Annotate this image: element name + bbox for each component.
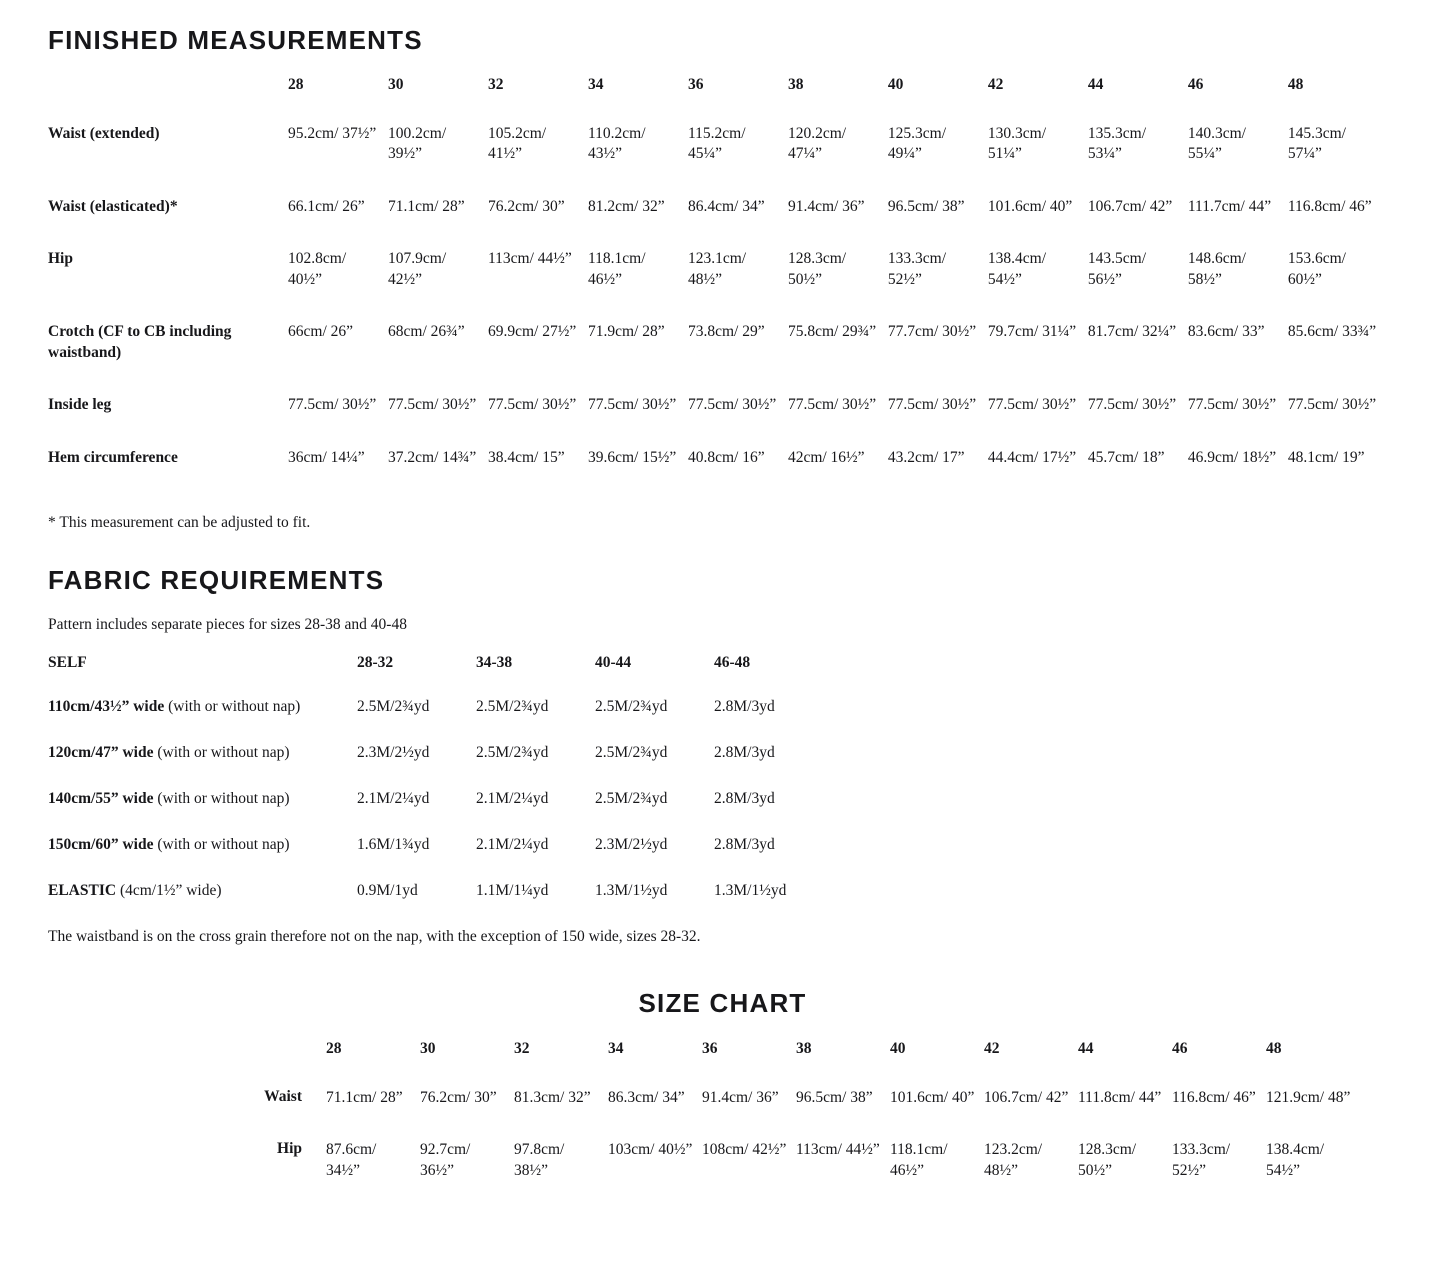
cell: 2.5M/2¾yd: [595, 744, 668, 761]
cell: 106.7cm/ 42”: [1087, 197, 1173, 215]
table-row: [48, 197, 1388, 249]
column-header-size: 42: [984, 1040, 1000, 1057]
cell: 128.3cm/ 50½”: [1078, 1141, 1137, 1179]
cell: 68cm/ 26¾”: [388, 323, 465, 341]
row-label: Hip: [48, 250, 73, 268]
cell: 97.8cm/ 38½”: [514, 1141, 565, 1179]
cell: 1.3M/1½yd: [595, 882, 668, 899]
fabric-intro-text: Pattern includes separate pieces for sizes 28-38 and 40-48: [48, 616, 407, 633]
column-header-size-range: 40-44: [595, 654, 632, 671]
column-header-self: SELF: [48, 654, 87, 671]
cell: 2.5M/2¾yd: [595, 790, 668, 807]
cell: 95.2cm/ 37½”: [288, 125, 377, 142]
row-label-rest: (with or without nap): [153, 836, 290, 853]
cell: 2.8M/3yd: [714, 836, 775, 853]
cell: 0.9M/1yd: [357, 882, 418, 899]
cell: 2.3M/2½yd: [357, 744, 430, 761]
row-label-rest: (with or without nap): [153, 790, 290, 807]
size-chart-table: [215, 1040, 1360, 1213]
row-label: [48, 790, 357, 836]
cell: 77.5cm/ 30½”: [587, 396, 677, 414]
size-chart-heading: SIZE CHART: [638, 988, 807, 1018]
cell: 128.3cm/ 50½”: [787, 250, 847, 288]
row-label: [48, 882, 357, 928]
cell: 2.8M/3yd: [714, 698, 775, 715]
cell: 96.5cm/ 38”: [796, 1089, 873, 1106]
table-header-row: [48, 654, 833, 698]
cell: 148.6cm/ 58½”: [1187, 250, 1246, 288]
cell: 138.4cm/ 54½”: [1266, 1141, 1325, 1179]
cell: 85.6cm/ 33¾”: [1287, 323, 1377, 341]
cell: 153.6cm/ 60½”: [1287, 250, 1346, 288]
column-header-size: 40: [887, 76, 904, 93]
row-label: Waist (extended): [48, 125, 160, 142]
cell: 2.5M/2¾yd: [357, 698, 430, 715]
column-header-size: 44: [1087, 76, 1104, 93]
cell: 77.5cm/ 30½”: [488, 396, 577, 414]
column-header-size: 30: [420, 1040, 436, 1057]
table-row: [215, 1088, 1360, 1140]
cell: 71.9cm/ 28”: [587, 323, 665, 341]
column-header-size: 46: [1187, 76, 1204, 93]
cell: 87.6cm/ 34½”: [326, 1141, 377, 1179]
cell: 1.1M/1¼yd: [476, 882, 549, 899]
cell: 36cm/ 14¼”: [288, 448, 365, 466]
cell: 103cm/ 40½”: [608, 1141, 693, 1159]
cell: 76.2cm/ 30”: [420, 1089, 497, 1106]
cell: 116.8cm/ 46”: [1172, 1089, 1256, 1106]
cell: 123.2cm/ 48½”: [984, 1141, 1043, 1179]
table-row: [215, 1140, 1360, 1213]
cell: 133.3cm/ 52½”: [887, 250, 947, 288]
cell: 100.2cm/ 39½”: [388, 125, 447, 163]
column-header-size: 40: [890, 1040, 906, 1057]
column-header-size: 46: [1172, 1040, 1188, 1057]
row-label-bold: 110cm/43½” wide: [48, 698, 165, 715]
column-header-size: 44: [1078, 1040, 1094, 1057]
row-label-bold: 150cm/60” wide: [48, 836, 154, 853]
cell: 143.5cm/ 56½”: [1087, 250, 1147, 288]
row-label: Hip: [277, 1140, 302, 1158]
row-label: [48, 836, 357, 882]
cell: 75.8cm/ 29¾”: [787, 323, 877, 341]
cell: 102.8cm/ 40½”: [288, 250, 347, 288]
row-label-header: [48, 76, 288, 124]
cell: 145.3cm/ 57¼”: [1287, 125, 1346, 163]
cell: 77.5cm/ 30½”: [1287, 396, 1377, 414]
cell: 77.5cm/ 30½”: [388, 396, 477, 414]
cell: 113cm/ 44½”: [488, 250, 572, 268]
table-row: [48, 249, 1388, 322]
cell: 118.1cm/ 46½”: [587, 250, 646, 288]
cell: 66cm/ 26”: [288, 323, 354, 341]
column-header-size: 32: [488, 76, 504, 93]
cell: 121.9cm/ 48”: [1266, 1089, 1351, 1106]
cell: 44.4cm/ 17½”: [987, 448, 1077, 466]
row-label-bold: 120cm/47” wide: [48, 744, 154, 761]
cell: 2.1M/2¼yd: [476, 836, 549, 853]
cell: 37.2cm/ 14¾”: [388, 448, 477, 466]
table-row: [48, 836, 833, 882]
row-label: Hem circumference: [48, 448, 178, 466]
cell: 116.8cm/ 46”: [1287, 197, 1372, 215]
table-row: [48, 882, 833, 928]
row-label: Inside leg: [48, 396, 112, 414]
column-header-size: 28: [288, 76, 304, 93]
row-label-bold: 140cm/55” wide: [48, 790, 154, 807]
cell: 43.2cm/ 17”: [887, 448, 965, 466]
measurement-footnote: * This measurement can be adjusted to fit.: [48, 514, 311, 531]
cell: 83.6cm/ 33”: [1187, 323, 1265, 341]
cell: 2.3M/2½yd: [595, 836, 668, 853]
cell: 107.9cm/ 42½”: [388, 250, 447, 288]
cell: 138.4cm/ 54½”: [987, 250, 1047, 288]
cell: 71.1cm/ 28”: [388, 197, 465, 215]
cell: 39.6cm/ 15½”: [587, 448, 677, 466]
row-label-rest: (with or without nap): [153, 744, 290, 761]
fabric-requirements-table: [48, 654, 833, 928]
row-label: Crotch (CF to CB including waistband): [48, 323, 232, 361]
column-header-size: 28: [326, 1040, 342, 1057]
fabric-requirements-heading: FABRIC REQUIREMENTS: [48, 565, 385, 595]
cell: 69.9cm/ 27½”: [488, 323, 577, 341]
table-row: [48, 124, 1388, 197]
finished-measurements-heading: FINISHED MEASUREMENTS: [48, 25, 423, 55]
cell: 38.4cm/ 15”: [488, 448, 565, 466]
column-header-size: 48: [1287, 76, 1304, 93]
cell: 92.7cm/ 36½”: [420, 1141, 471, 1179]
column-header-size: 34: [587, 76, 604, 93]
cell: 115.2cm/ 45¼”: [687, 125, 746, 163]
column-header-size: 38: [787, 76, 804, 93]
cell: 77.5cm/ 30½”: [687, 396, 777, 414]
cell: 76.2cm/ 30”: [488, 197, 565, 215]
cell: 2.1M/2¼yd: [476, 790, 549, 807]
cell: 1.3M/1½yd: [714, 882, 787, 899]
row-label: [48, 744, 357, 790]
cell: 81.2cm/ 32”: [587, 197, 665, 215]
row-label-header: [215, 1040, 326, 1088]
cell: 40.8cm/ 16”: [687, 448, 765, 466]
cell: 1.6M/1¾yd: [357, 836, 430, 853]
cell: 81.7cm/ 32¼”: [1087, 323, 1177, 341]
cell: 106.7cm/ 42”: [984, 1089, 1069, 1106]
cell: 2.5M/2¾yd: [476, 744, 549, 761]
column-header-size: 42: [987, 76, 1004, 93]
column-header-size: 38: [796, 1040, 812, 1057]
row-label-rest: (with or without nap): [164, 698, 301, 715]
cell: 113cm/ 44½”: [796, 1141, 880, 1159]
cell: 108cm/ 42½”: [702, 1141, 787, 1159]
table-row: [48, 790, 833, 836]
column-header-size-range: 28-32: [357, 654, 394, 671]
cell: 96.5cm/ 38”: [887, 197, 965, 215]
cell: 2.1M/2¼yd: [357, 790, 430, 807]
table-row: [48, 448, 1388, 500]
column-header-size-range: 46-48: [714, 654, 751, 671]
cell: 91.4cm/ 36”: [702, 1089, 779, 1106]
cell: 2.5M/2¾yd: [595, 698, 668, 715]
cell: 110.2cm/ 43½”: [587, 125, 646, 163]
cell: 77.5cm/ 30½”: [987, 396, 1077, 414]
column-header-size-range: 34-38: [476, 654, 513, 671]
table-row: [48, 698, 833, 744]
column-header-size: 30: [388, 76, 404, 93]
finished-measurements-table: [48, 76, 1388, 500]
table-header-row: [48, 76, 1388, 124]
row-label-rest: (4cm/1½” wide): [116, 882, 222, 899]
column-header-size: 48: [1266, 1040, 1282, 1057]
cell: 91.4cm/ 36”: [787, 197, 865, 215]
column-header-size: 32: [514, 1040, 530, 1057]
table-header-row: [215, 1040, 1360, 1088]
cell: 130.3cm/ 51¼”: [987, 125, 1047, 163]
cell: 77.5cm/ 30½”: [288, 396, 377, 414]
cell: 2.8M/3yd: [714, 744, 775, 761]
cell: 111.7cm/ 44”: [1187, 197, 1272, 215]
column-header-size: 36: [702, 1040, 718, 1057]
cell: 86.4cm/ 34”: [687, 197, 765, 215]
cell: 46.9cm/ 18½”: [1187, 448, 1277, 466]
cell: 2.8M/3yd: [714, 790, 775, 807]
cell: 79.7cm/ 31¼”: [987, 323, 1077, 341]
cell: 77.5cm/ 30½”: [1187, 396, 1277, 414]
cell: 77.5cm/ 30½”: [887, 396, 977, 414]
cell: 77.7cm/ 30½”: [887, 323, 977, 341]
cell: 73.8cm/ 29”: [687, 323, 765, 341]
row-label: Waist (elasticated)*: [48, 197, 178, 215]
row-label: [48, 698, 357, 744]
cell: 71.1cm/ 28”: [326, 1089, 403, 1106]
cell: 101.6cm/ 40”: [890, 1089, 975, 1106]
cell: 77.5cm/ 30½”: [787, 396, 877, 414]
cell: 66.1cm/ 26”: [288, 197, 365, 215]
row-label-bold: ELASTIC: [48, 882, 117, 899]
cell: 101.6cm/ 40”: [987, 197, 1073, 215]
cell: 140.3cm/ 55¼”: [1187, 125, 1246, 163]
cell: 81.3cm/ 32”: [514, 1089, 591, 1106]
cell: 77.5cm/ 30½”: [1087, 396, 1177, 414]
cell: 135.3cm/ 53¼”: [1087, 125, 1147, 163]
cell: 48.1cm/ 19”: [1287, 448, 1365, 466]
cell: 45.7cm/ 18”: [1087, 448, 1165, 466]
cell: 125.3cm/ 49¼”: [887, 125, 947, 163]
cell: 42cm/ 16½”: [787, 448, 865, 466]
column-header-size: 36: [687, 76, 704, 93]
cell: 123.1cm/ 48½”: [687, 250, 747, 288]
column-header-size: 34: [608, 1040, 624, 1057]
table-row: [48, 322, 1388, 395]
cell: 133.3cm/ 52½”: [1172, 1141, 1231, 1179]
row-label: Waist: [264, 1088, 302, 1105]
cell: 86.3cm/ 34”: [608, 1089, 685, 1106]
cell: 118.1cm/ 46½”: [890, 1141, 948, 1179]
table-row: [48, 395, 1388, 447]
cell: 111.8cm/ 44”: [1078, 1089, 1162, 1106]
cell: 120.2cm/ 47¼”: [787, 125, 847, 163]
cell: 2.5M/2¾yd: [476, 698, 549, 715]
table-row: [48, 744, 833, 790]
fabric-note-text: The waistband is on the cross grain therefore not on the nap, with the exception of 150 wide, sizes 28-32.: [48, 928, 701, 945]
cell: 105.2cm/ 41½”: [488, 125, 547, 163]
